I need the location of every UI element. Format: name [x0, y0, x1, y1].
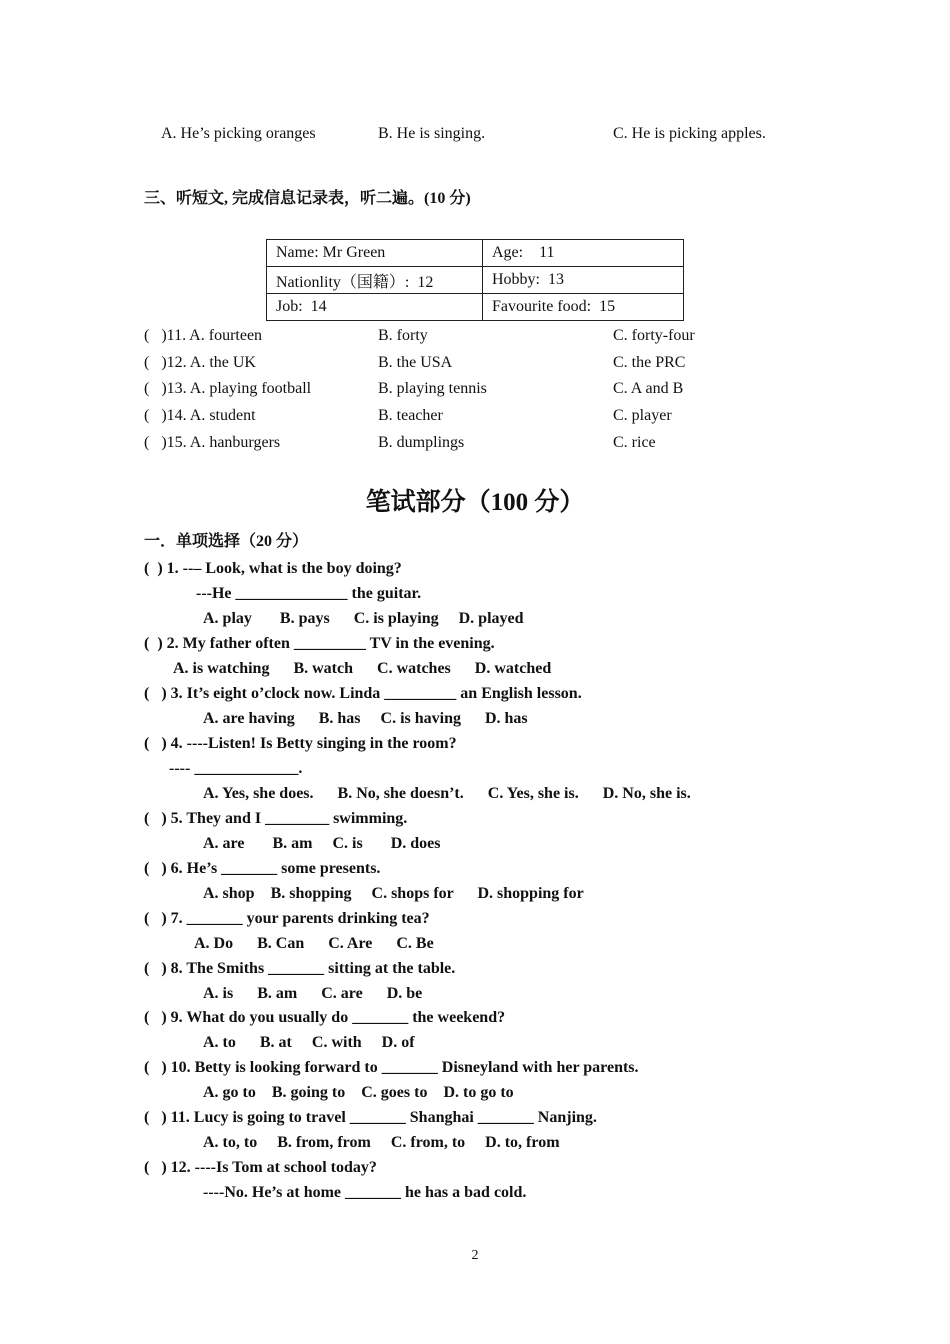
answer-options: A. to, to B. from, from C. from, to D. to, from [203, 1134, 560, 1151]
table-cell: Age: 11 [483, 240, 684, 267]
answer-options: A. to B. at C. with D. of [203, 1034, 415, 1051]
answer-options: A. is B. am C. are D. be [203, 985, 423, 1002]
question-option-c: C. forty-four [613, 327, 695, 344]
option-c: C. He is picking apples. [613, 125, 766, 142]
question-option-b: B. dumplings [378, 434, 465, 451]
listening-question [0, 353, 950, 373]
answer-options: A. play B. pays C. is playing D. played [203, 610, 524, 627]
table-cell: Nationlity（国籍）: 12 [267, 267, 483, 294]
table-row [267, 267, 684, 294]
question-line: ( ) 12. ----Is Tom at school today? [144, 1159, 377, 1176]
question-line: ---- _____________. [169, 760, 303, 777]
option-a: A. He’s picking oranges [161, 125, 316, 142]
question-line: ( ) 5. They and I ________ swimming. [144, 810, 408, 827]
question-option-b: B. playing tennis [378, 380, 487, 397]
question-option-a: ( )13. A. playing football [144, 380, 312, 397]
question-line: ( ) 1. --– Look, what is the boy doing? [144, 560, 402, 577]
table-cell: Name: Mr Green [267, 240, 483, 267]
part1-heading: 一．单项选择（20 分） [144, 533, 309, 550]
question-option-c: C. rice [613, 434, 656, 451]
question-option-b: B. the USA [378, 354, 453, 371]
table-row [267, 240, 684, 267]
answer-options: A. are having B. has C. is having D. has [203, 710, 528, 727]
question-line: ( ) 7. _______ your parents drinking tea? [144, 910, 430, 927]
question-option-a: ( )11. A. fourteen [144, 327, 263, 344]
question-option-c: C. player [613, 407, 672, 424]
listening-question [0, 406, 950, 426]
question-line: ( ) 3. It’s eight o’clock now. Linda _________ an English lesson. [144, 685, 582, 702]
answer-options: A. shop B. shopping C. shops for D. shopping for [203, 885, 584, 902]
answer-options: A. go to B. going to C. goes to D. to go to [203, 1084, 514, 1101]
info-record-table [266, 239, 684, 321]
listening-question [0, 379, 950, 399]
answer-options: A. Yes, she does. B. No, she doesn’t. C. Yes, she is. D. No, she is. [203, 785, 691, 802]
question-line: ----No. He’s at home _______ he has a bad cold. [203, 1184, 527, 1201]
table-cell: Job: 14 [267, 294, 483, 321]
question-line: ( ) 2. My father often _________ TV in the evening. [144, 635, 495, 652]
question-line: ( ) 9. What do you usually do _______ the weekend? [144, 1009, 506, 1026]
answer-options: A. Do B. Can C. Are C. Be [194, 935, 434, 952]
answer-options: A. is watching B. watch C. watches D. watched [173, 660, 552, 677]
option-b: B. He is singing. [378, 125, 486, 142]
question-line: ( ) 8. The Smiths _______ sitting at the table. [144, 960, 456, 977]
answer-options: A. are B. am C. is D. does [203, 835, 441, 852]
listening-question [0, 433, 950, 453]
question-option-a: ( )14. A. student [144, 407, 256, 424]
question-option-a: ( )12. A. the UK [144, 354, 256, 371]
table-row [267, 294, 684, 321]
table-cell: Hobby: 13 [483, 267, 684, 294]
question-option-c: C. A and B [613, 380, 684, 397]
table-cell: Favourite food: 15 [483, 294, 684, 321]
question-option-b: B. forty [378, 327, 428, 344]
question-line: ( ) 4. ----Listen! Is Betty singing in the room? [144, 735, 457, 752]
question-option-b: B. teacher [378, 407, 443, 424]
page-number: 2 [471, 1248, 479, 1263]
question-option-a: ( )15. A. hanburgers [144, 434, 281, 451]
listening-question [0, 326, 950, 346]
question-line: ( ) 6. He’s _______ some presents. [144, 860, 381, 877]
section3-heading: 三、听短文, 完成信息记录表，听二遍。(10 分) [144, 190, 471, 207]
top-options-row [0, 124, 950, 144]
written-part-title: 笔试部分（100 分） [365, 489, 585, 516]
question-line: ---He ______________ the guitar. [196, 585, 422, 602]
question-line: ( ) 10. Betty is looking forward to _______ Disneyland with her parents. [144, 1059, 639, 1076]
question-line: ( ) 11. Lucy is going to travel _______ Shanghai _______ Nanjing. [144, 1109, 597, 1126]
question-option-c: C. the PRC [613, 354, 686, 371]
